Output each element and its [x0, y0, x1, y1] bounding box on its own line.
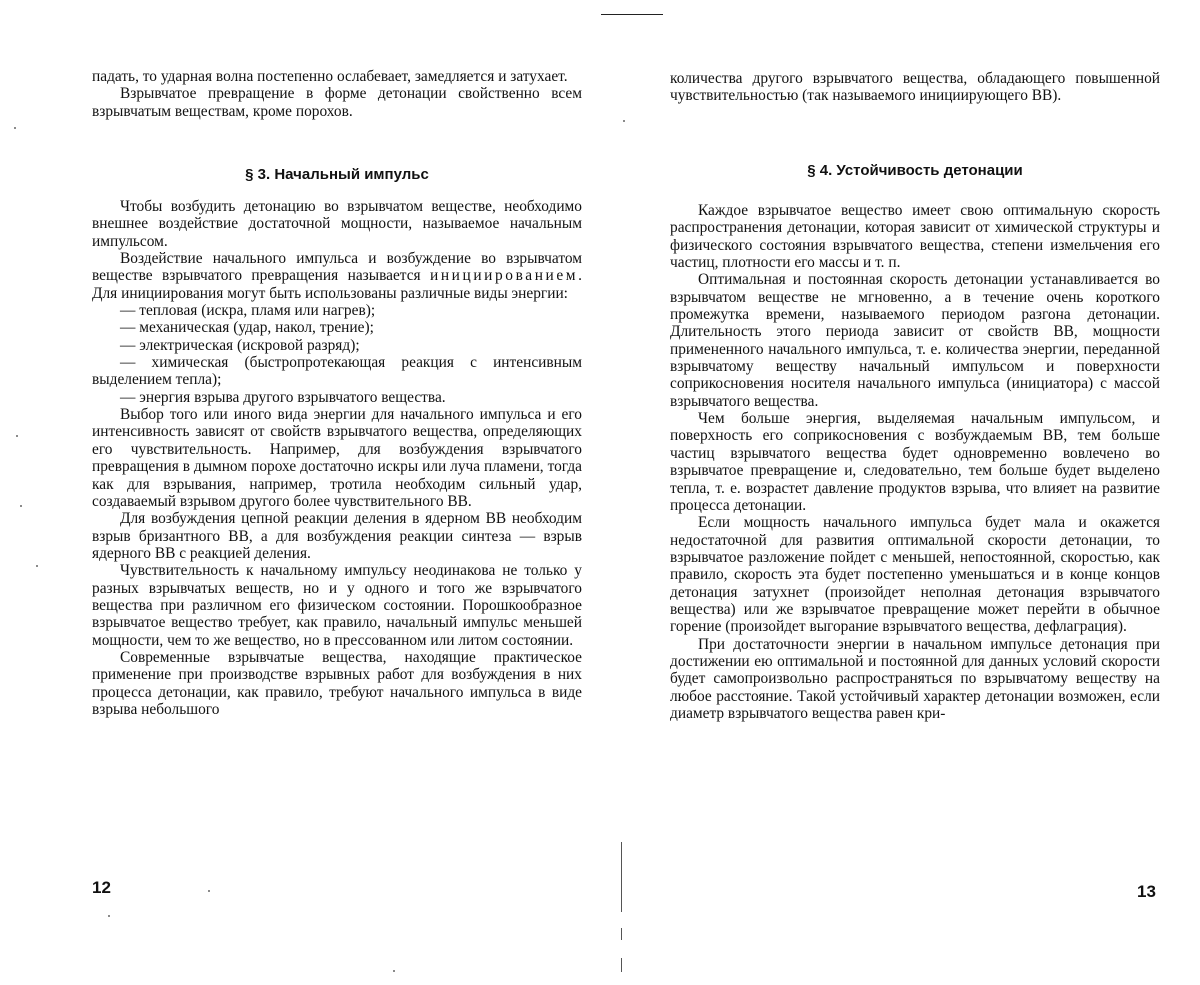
- paragraph: Чем больше энергия, выделяемая начальным импульсом, и поверхность его соприкосновения с возбуждаемым ВВ, тем больше частиц взрывчатого вещества будет одновременно вовлечено во взрывчатое превращение и, следовательно, тем больше будет выделено тепла, т. е. возрастет давление продуктов взрыва, что влияет на развитие процесса детонации.: [670, 410, 1160, 514]
- scan-speck: [208, 890, 210, 892]
- right-page-top-text: [670, 70, 1160, 105]
- list-item: — энергия взрыва другого взрывчатого вещества.: [120, 388, 446, 406]
- gutter-mark: [621, 958, 622, 972]
- scan-speck: [393, 970, 395, 972]
- paragraph-text: Воздействие начального импульса и возбуждение во взрывчатом веществе взрывчатого превращения называется: [92, 250, 582, 285]
- gutter-mark: [621, 842, 622, 912]
- page-number: 12: [92, 878, 111, 897]
- paragraph: падать, то ударная волна постепенно ослабевает, замедляется и затухает.: [92, 68, 568, 85]
- gutter-mark: [621, 928, 622, 940]
- paragraph: [92, 250, 582, 302]
- left-page-body: [92, 198, 582, 718]
- scan-speck: [108, 915, 110, 917]
- paragraph-text: . Для инициирования могут быть использованы различные виды энергии:: [92, 267, 582, 302]
- paragraph: Оптимальная и постоянная скорость детонации устанавливается во взрывчатом веществе не мгновенно, а в течение очень короткого промежутка времени, называемого периодом разгона детонации. Длительность этого периода зависит от свойств ВВ, мощности примененного начального импульса, т. е. количества энергии, переданной взрывчатому веществу начальный импульсом и поверхности соприкосновения носителя начального импульса (инициатора) с массой взрывчатого вещества.: [670, 271, 1160, 410]
- paragraph: Если мощность начального импульса будет мала и окажется недостаточной для развития оптимальной скорости детонации, то взрывчатое разложение пойдет с меньшей, непостоянной, скоростью, как правило, скорость эта будет постепенно уменьшаться и в конце концов детонация затухнет (произойдет неполная детонация взрывчатого вещества) или же взрывчатое превращение может перейти в обычное горение (произойдет выгорание взрывчатого вещества, дефлаграция).: [670, 514, 1160, 636]
- scan-speck: [20, 505, 22, 507]
- section-heading: § 3. Начальный импульс: [245, 166, 429, 183]
- paragraph: Взрывчатое превращение в форме детонации свойственно всем взрывчатым веществам, кроме порохов.: [92, 85, 582, 120]
- paragraph: При достаточности энергии в начальном импульсе детонация при достижении ею оптимальной и постоянной для данных условий скорости будет самопроизвольно распространяться по взрывчатому веществу на любое расстояние. Такой устойчивый характер детонации возможен, если диаметр взрывчатого вещества равен кри-: [670, 635, 1160, 722]
- emphasized-term: инициированием: [429, 267, 579, 285]
- list-item: — электрическая (искровой разряд);: [120, 336, 360, 354]
- scan-speck: [36, 565, 38, 567]
- paragraph: Чтобы возбудить детонацию во взрывчатом веществе, необходимо внешнее воздействие достаточной мощности, называемое начальным импульсом.: [92, 198, 582, 250]
- list-item: — механическая (удар, накол, трение);: [120, 319, 374, 337]
- paragraph: Для возбуждения цепной реакции деления в ядерном ВВ необходим взрыв бризантного ВВ, а для возбуждения реакции синтеза — взрыв ядерного ВВ с реакцией деления.: [92, 510, 582, 562]
- section-heading: § 4. Устойчивость детонации: [807, 162, 1023, 179]
- paragraph: Чувствительность к начальному импульсу неодинакова не только у разных взрывчатых веществ, но и у одного и того же взрывчатого вещества при различном его физическом состоянии. Порошкообразное взрывчатое вещество требует, как правило, начальный импульс меньшей мощности, чем то же вещество, но в прессованном или литом состоянии.: [92, 562, 582, 649]
- paragraph: Выбор того или иного вида энергии для начального импульса и его интенсивность зависят от свойств взрывчатого вещества, определяющих его чувствительность. Например, для возбуждения взрывчатого превращения в дымном порохе достаточно искры или луча пламени, тогда как для взрывания, например, тротила необходим сильный удар, создаваемый взрывом другого более чувствительного ВВ.: [92, 406, 582, 510]
- scan-speck: [623, 120, 625, 122]
- scan-speck: [16, 435, 18, 437]
- paragraph: количества другого взрывчатого вещества, обладающего повышенной чувствительностью (так называемого инициирующего ВВ).: [670, 70, 1160, 105]
- top-rule: [601, 14, 663, 15]
- page-number: 13: [1137, 882, 1156, 901]
- left-page-top-text: [92, 68, 582, 120]
- paragraph: Современные взрывчатые вещества, находящие практическое применение при производстве взрывных работ для возбуждения в них процесса детонации, как правило, требуют начального импульса в виде взрыва небольшого: [92, 648, 582, 718]
- scan-speck: [14, 127, 16, 129]
- right-page-body: [670, 202, 1160, 722]
- list-item: — тепловая (искра, пламя или нагрев);: [120, 302, 376, 320]
- paragraph: Каждое взрывчатое вещество имеет свою оптимальную скорость распространения детонации, которая зависит от химической структуры и физического состояния взрывчатого вещества, степени измельчения его частиц, плотности его массы и т. п.: [670, 202, 1160, 272]
- list-item: — химическая (быстропротекающая реакция с интенсивным выделением тепла);: [92, 354, 582, 389]
